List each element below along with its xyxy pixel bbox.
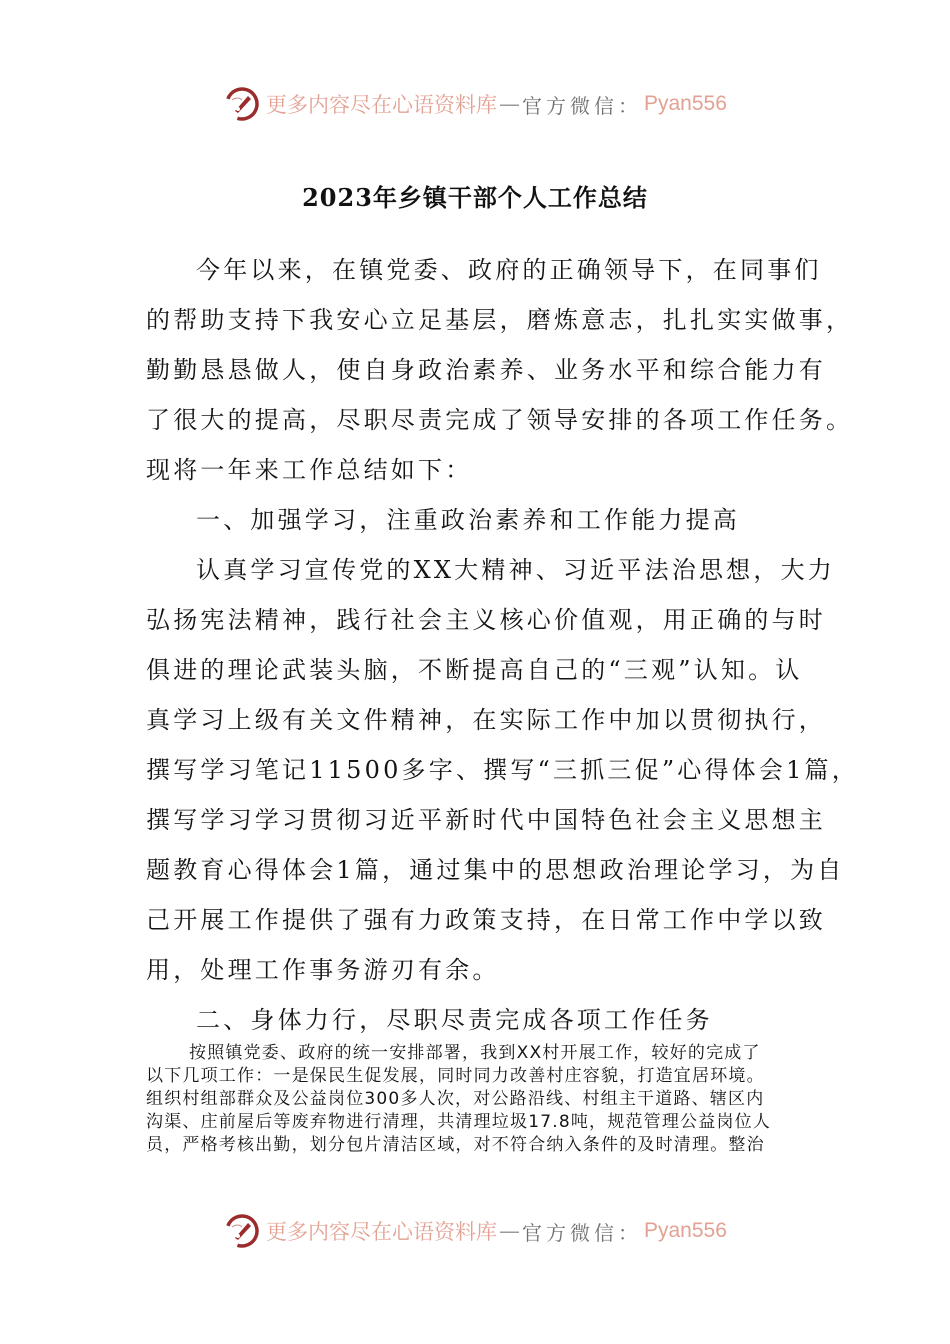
body-line: 了很大的提高，尽职尽责完成了领导安排的各项工作任务。 bbox=[146, 406, 854, 434]
small-line: 以下几项工作：一是保民生促发展，同时同力改善村庄容貌，打造宜居环境。 bbox=[146, 1066, 765, 1086]
watermark-wechat-label: 官方微信： bbox=[522, 1220, 642, 1245]
body-line: 俱进的理论武装头脑，不断提高自己的“三观”认知。认 bbox=[146, 656, 803, 684]
watermark-wechat-label: 官方微信： bbox=[522, 93, 642, 118]
footer-watermark-banner bbox=[224, 1211, 727, 1251]
pen-nib-logo-icon bbox=[224, 86, 260, 122]
watermark-main-text: 更多内容尽在心语资料库 bbox=[266, 1220, 497, 1244]
section-heading-1: 一、加强学习，注重政治素养和工作能力提高 bbox=[196, 506, 740, 534]
watermark-dash: — bbox=[499, 92, 520, 116]
document-title: 2023年乡镇干部个人工作总结 bbox=[302, 183, 648, 212]
small-line: 员，严格考核出勤，划分包片清洁区域，对不符合纳入条件的及时清理。整治 bbox=[146, 1135, 765, 1155]
body-line: 认真学习宣传党的XX大精神、习近平法治思想，大力 bbox=[196, 556, 835, 584]
watermark-wechat-id: Pyan556 bbox=[644, 1219, 727, 1242]
small-line: 按照镇党委、政府的统一安排部署，我到XX村开展工作，较好的完成了 bbox=[189, 1043, 761, 1063]
watermark-dash: — bbox=[499, 1219, 520, 1243]
body-line: 题教育心得体会1篇，通过集中的思想政治理论学习，为自 bbox=[146, 856, 845, 884]
document-small-paragraph bbox=[146, 1042, 826, 1157]
body-line: 撰写学习学习贯彻习近平新时代中国特色社会主义思想主 bbox=[146, 806, 826, 834]
body-line: 撰写学习笔记11500多字、撰写“三抓三促”心得体会1篇， bbox=[146, 756, 859, 784]
body-line: 弘扬宪法精神，践行社会主义核心价值观，用正确的与时 bbox=[146, 606, 826, 634]
header-watermark-banner bbox=[224, 84, 727, 124]
body-line: 的帮助支持下我安心立足基层，磨炼意志，扎扎实实做事， bbox=[146, 306, 854, 334]
watermark-wechat-id: Pyan556 bbox=[644, 92, 727, 115]
body-line: 用，处理工作事务游刃有余。 bbox=[146, 956, 500, 984]
document-body bbox=[146, 245, 859, 1045]
section-heading-2: 二、身体力行，尽职尽责完成各项工作任务 bbox=[196, 1006, 713, 1034]
small-line: 沟渠、庄前屋后等废弃物进行清理，共清理垃圾17.8吨，规范管理公益岗位人 bbox=[146, 1112, 772, 1132]
body-line: 真学习上级有关文件精神，在实际工作中加以贯彻执行， bbox=[146, 706, 826, 734]
body-line: 己开展工作提供了强有力政策支持，在日常工作中学以致 bbox=[146, 906, 826, 934]
body-line: 勤勤恳恳做人，使自身政治素养、业务水平和综合能力有 bbox=[146, 356, 826, 384]
body-line: 现将一年来工作总结如下： bbox=[146, 456, 473, 484]
pen-nib-logo-icon bbox=[224, 1213, 260, 1249]
body-line: 今年以来，在镇党委、政府的正确领导下，在同事们 bbox=[196, 256, 822, 284]
small-line: 组织村组部群众及公益岗位300多人次，对公路沿线、村组主干道路、辖区内 bbox=[146, 1089, 765, 1109]
watermark-main-text: 更多内容尽在心语资料库 bbox=[266, 93, 497, 117]
